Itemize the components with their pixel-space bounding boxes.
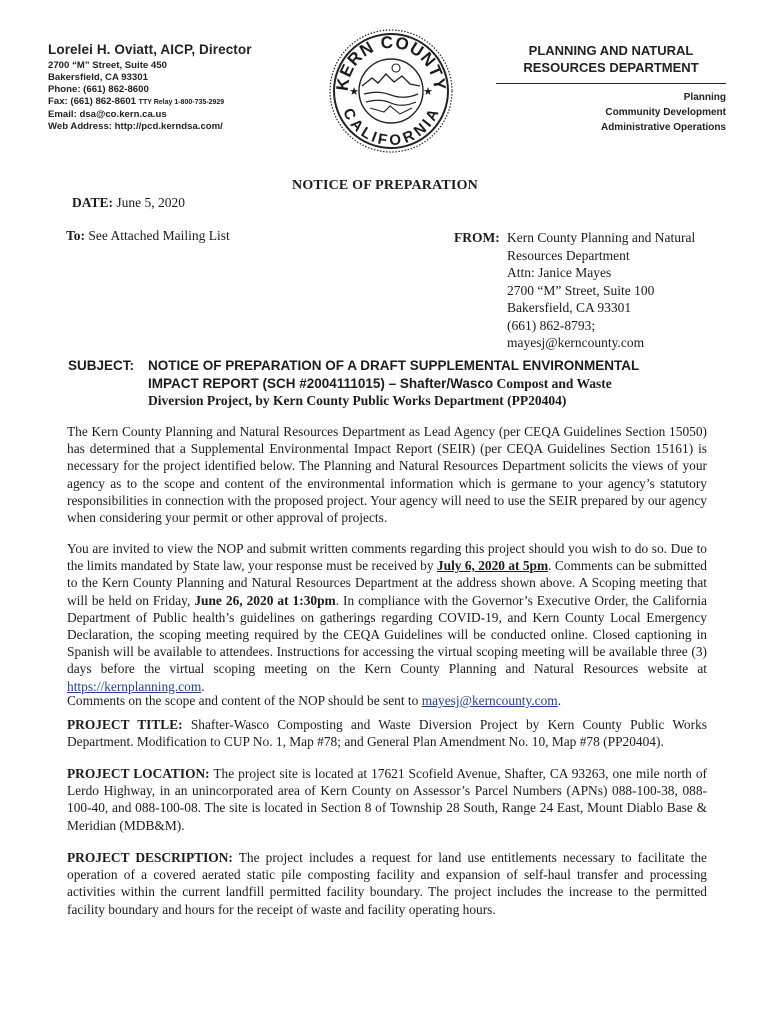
project-location-text: The project site is located at 17621 Scofield Avenue, Shafter, CA 93263, one mile north of Lerdo Highway, in an unincorporated area of Kern County on Assessor’s Parcel Numbers (APNs) 088-100-38, 088-100-40, and 088-100-08. The site is located in Section 8 of Township 28 South, Range 24 East, Mount Diablo Base & Meridian (MDB&M).: [67, 766, 708, 833]
seal-top-text: KERN COUNTY: [332, 32, 450, 92]
date-line: [72, 195, 185, 211]
project-title-text: Shafter-Wasco Composting and Waste Diversion Project by Kern County Public Works Department. Modification to CUP No. 1, Map #78; and General Plan Amendment No. 10, Map #78 (PP20404).: [67, 717, 707, 750]
from-line: 2700 “M” Street, Suite 100: [507, 282, 655, 298]
meeting-date: June 26, 2020 at 1:30pm: [194, 592, 336, 608]
subject-line-2b: Compost and Waste: [493, 375, 612, 391]
svg-text:CALIFORNIA: [339, 106, 443, 150]
project-location-label: PROJECT LOCATION:: [67, 766, 210, 781]
division-administrative-operations: Administrative Operations: [600, 122, 726, 133]
send-comments-paragraph: [67, 692, 707, 709]
project-location-paragraph: [67, 765, 707, 834]
intro-paragraph: The Kern County Planning and Natural Resources Department as Lead Agency (per CEQA Guidelines Section 15050) has determined that a Supplemental Environmental Impact Report (SEIR) (per CEQA Guidelines Section 15161) is necessary for the project identified below. The Planning and Natural Resources Department solicits the views of your agency as to the scope and content of the environmental information which is germane to your agency’s statutory responsibilities in connection with the proposed project. Your agency will need to use the SEIR prepared by our agency when considering your permit or other approval of projects.: [67, 424, 707, 526]
web-address: Web Address: http://pcd.kerndsa.com/: [48, 121, 223, 132]
from-address: [507, 229, 727, 352]
from-line: Kern County Planning and Natural: [507, 230, 696, 245]
comment-text-d: .: [201, 678, 205, 694]
project-title-paragraph: [67, 716, 707, 750]
subject-text: [148, 357, 708, 410]
to-line: [66, 228, 230, 244]
tty-relay: TTY Relay 1-800-735-2929: [138, 99, 225, 106]
send-comments-end: .: [557, 693, 562, 708]
subject-line-1: NOTICE OF PREPARATION OF A DRAFT SUPPLEMENTAL ENVIRONMENTAL: [148, 358, 640, 373]
subject-line-2: [148, 375, 708, 393]
from-line: Resources Department: [507, 247, 630, 263]
date-label: DATE:: [72, 195, 114, 210]
subject-block: [68, 357, 708, 410]
project-description-paragraph: [67, 849, 707, 918]
letterhead-contact: [48, 42, 338, 133]
comment-text-a: You are invited to view the NOP and submit written comments regarding this project should you wish to do so. Due to the limits mandated by State law, your response must be received by: [67, 541, 707, 574]
department-name-line-2: RESOURCES DEPARTMENT: [523, 60, 699, 75]
from-label: FROM:: [454, 230, 500, 245]
svg-text:KERN COUNTY: [333, 33, 450, 92]
project-title-label: PROJECT TITLE:: [67, 717, 183, 732]
email: Email: dsa@co.kern.ca.us: [48, 109, 167, 120]
project-description-text: The project includes a request for land use entitlements necessary to facilitate the operation of a covered aerated static pile composting facility and expansion of self-haul transfer and processing activities within the current landfill permitted facility boundary. The project includes the increase to the permitted facility boundary and hours for the receipt of waste and facility operating hours.: [67, 850, 707, 917]
comment-paragraph: [67, 540, 707, 695]
send-comments-text: Comments on the scope and content of the NOP should be sent to: [67, 693, 422, 708]
seal-bottom-text: CALIFORNIA: [338, 105, 444, 150]
from-line: Attn: Janice Mayes: [507, 265, 612, 280]
from-block: [454, 229, 696, 350]
to-value: See Attached Mailing List: [88, 228, 230, 243]
subject-line-2a: IMPACT REPORT (SCH #2004111015) – Shafter/Wasco: [148, 375, 494, 391]
director-name: Lorelei H. Oviatt, AICP, Director: [48, 42, 252, 57]
from-line: Bakersfield, CA 93301: [507, 300, 632, 315]
from-email: mayesj@kerncounty.com: [507, 335, 645, 350]
email-link[interactable]: mayesj@kerncounty.com: [421, 693, 558, 708]
department-header: [496, 42, 726, 135]
svg-text:★: ★: [423, 85, 433, 98]
phone: Phone: (661) 862-8600: [48, 84, 149, 95]
project-description-label: PROJECT DESCRIPTION:: [67, 850, 233, 865]
comment-text-b: . Comments can be submitted to the Kern County Planning and Natural Resources Department at the address shown above. A Scoping meeting that will be held on Friday,: [67, 558, 707, 608]
kernplanning-link[interactable]: https://kernplanning.com: [67, 678, 202, 694]
address-line-2: Bakersfield, CA 93301: [48, 72, 148, 83]
fax-line: [48, 96, 338, 109]
department-name-line-1: PLANNING AND NATURAL: [528, 43, 694, 58]
notice-title: NOTICE OF PREPARATION: [292, 178, 478, 193]
fax: Fax: (661) 862-8601: [48, 96, 136, 107]
to-label: To:: [66, 228, 86, 243]
from-line: (661) 862-8793;: [507, 317, 596, 333]
county-seal-logo: [328, 28, 454, 154]
division-planning: Planning: [683, 92, 726, 103]
date-value: June 5, 2020: [116, 195, 186, 210]
division-community-development: Community Development: [605, 107, 726, 118]
subject-label: SUBJECT:: [68, 358, 135, 373]
address-line-1: 2700 “M” Street, Suite 450: [48, 60, 167, 71]
deadline: July 6, 2020 at 5pm: [436, 558, 549, 574]
comment-text-c: . In compliance with the Governor’s Executive Order, the California Department of Public health’s guidelines on gatherings regarding COVID-19, and Kern County Local Emergency Declaration, the scoping meeting required by the CEQA Guidelines will be conducted online. Closed captioning in Spanish will be available to attendees. Instructions for accessing the virtual scoping meeting will be available three (3) days before the virtual scoping meeting on the Kern County Planning and Natural Resources website at: [67, 592, 707, 677]
svg-text:★: ★: [349, 85, 359, 98]
subject-line-3: Diversion Project, by Kern County Public Works Department (PP20404): [148, 393, 567, 408]
header-rule: [496, 83, 726, 84]
